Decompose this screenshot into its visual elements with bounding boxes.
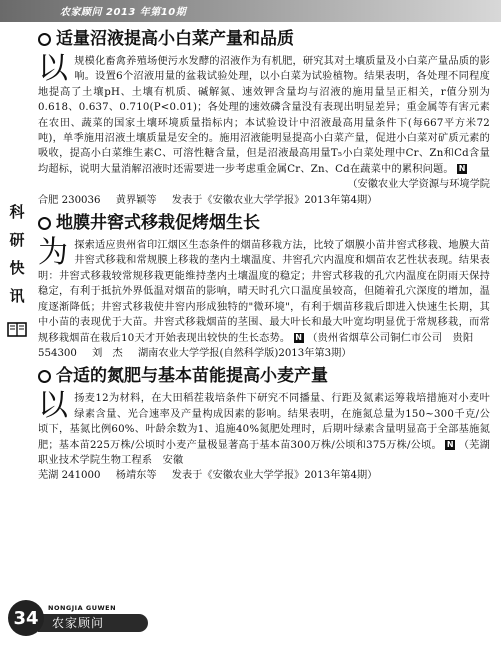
article-title-text: 合适的氮肥与基本苗能提高小麦产量 [56, 366, 328, 387]
circle-bullet-icon [38, 217, 51, 230]
source-author: 杨靖东等 [115, 470, 157, 482]
page-number: 34 [8, 600, 44, 636]
book-icon [6, 318, 28, 340]
page-footer [8, 600, 168, 640]
article-body-text: 规模化畜禽养殖场便污水发酵的沼液作为有机肥，研究其对土壤质量及小白菜产量品质的影响。设置6个沼液用量的盆栽试验处理，以小白菜为试验植物。结果表明，各处理不同程度地提高了土壤pH、土壤有机质、碱解氮、速效钾含量均与沼液的施用量呈正相关，r值分别为0.618、0.637、0.710(P<0.01)；各处理的速效磷含量没有表现出明显差异；重金属等有害元素在农田、蔬菜的国家土壤环境质量指标内；本试验设计中沼液最高用量条件下(每667平方米72吨)，单季施用沼液土壤质量是安全的。施用沼液能明显提高小白菜产量，促进小白菜对矿质元素的吸收，提高小白菜维生素C、可溶性糖含量，但是沼液最高用量T₅小白菜处理中Cr、Zn和Cd含量均超标，说明大量消解沼液时还需要进一步考虑重金属Cr、Zn、Cd在蔬菜中的累积问题。 [38, 56, 490, 175]
footer-magazine-en: NONGJIA GUWEN [48, 604, 117, 612]
source-author: 黄界颖等 [115, 194, 157, 206]
article-source-detail [38, 346, 490, 361]
source-author: 刘 杰 [92, 347, 123, 359]
article-source-detail [38, 468, 490, 483]
article-source: （贵州省烟草公司铜仁市公司 贵阳 [307, 332, 474, 344]
end-mark-icon: N [446, 439, 454, 449]
sidebar-char: 研 [9, 231, 25, 249]
drop-cap: 以 [38, 51, 69, 86]
article-body-text: 扬麦12为材料，在大田稻茬栽培条件下研究不同播量、行距及氮素运筹栽培措施对小麦叶绿素含量、光合速率及产量构成因素的影响。结果表明，在施氮总量为150~300千克/公顷下，基氮比例60%、叶龄余数为1、追施40%氮肥处理时，后期叶绿素含量明显高于全部基施氮肥；基本苗225万株/公顷时小麦产量极显著高于基本苗300万株/公顷和375万株/公顷。 [38, 393, 490, 451]
article-body-text: 探索适应贵州省印江烟区生态条件的烟苗移栽方法，比较了烟膜小苗井窖式移栽、地膜大苗井窖式移栽和常规膜上移栽的垄内土壤温度、井窖孔穴内温度和烟苗农艺性状表现。结果表明：井窖式移栽较常规移栽更能维持垄内土壤温度的稳定；井窖式移栽的孔穴内温度在阴雨天保持稳定，有利于抵抗外界低温对烟苗的影响，晴天时孔穴口温度虽较高，但随着孔穴深度的增加，温度逐渐降低；井窖式移栽使井窖内形成独特的"微环境"，有利于烟苗移栽后即进入快速生长期，其中小苗的表现优于大苗。井窖式移栽烟苗的茎围、最大叶长和最大叶宽均明显优于常规移栽，而常规移栽烟苗在栽后10天才开始表现出较快的生长态势。 [38, 240, 490, 344]
article-body [38, 388, 490, 468]
circle-bullet-icon [38, 33, 51, 46]
end-mark-icon: N [295, 332, 303, 342]
footer-magazine-cn: 农家顾问 [52, 616, 105, 630]
article-source-detail [38, 193, 490, 208]
drop-cap: 为 [38, 235, 69, 271]
article-title [38, 28, 490, 50]
article-title [38, 212, 490, 234]
article-title-text: 适量沼液提高小白菜产量和品质 [56, 29, 294, 49]
sidebar-char: 科 [9, 203, 25, 221]
running-title: 农家顾问 2013 年第10期 [60, 7, 187, 18]
article [38, 28, 490, 208]
source-postcode: 合肥 230036 [38, 194, 101, 206]
article [38, 212, 490, 361]
article-title-text: 地膜井窖式移栽促烤烟生长 [56, 213, 260, 234]
article-body [38, 235, 490, 346]
source-journal: 发表于《安徽农业大学学报》2013年第4期） [171, 194, 378, 206]
main-content [38, 28, 490, 488]
article-source: （芜湖职业技术学院生物工程系 安徽 [38, 439, 490, 466]
sidebar-char: 讯 [9, 287, 25, 305]
circle-bullet-icon [38, 370, 51, 383]
article-body [38, 51, 490, 177]
article-source: （安徽农业大学资源与环境学院 [347, 179, 490, 191]
source-postcode: 554300 [38, 347, 77, 359]
drop-cap: 以 [38, 388, 69, 424]
source-postcode: 芜湖 241000 [38, 470, 101, 482]
sidebar-char: 快 [9, 259, 25, 277]
source-journal: 发表于《安徽农业大学学报》2013年第4期） [171, 470, 378, 482]
section-sidebar [0, 198, 34, 340]
source-journal: 湖南农业大学学报(自然科学版)2013年第3期） [137, 347, 352, 359]
article [38, 365, 490, 483]
article-title [38, 365, 490, 387]
end-mark-icon: N [458, 163, 466, 173]
header-bar [0, 0, 501, 22]
